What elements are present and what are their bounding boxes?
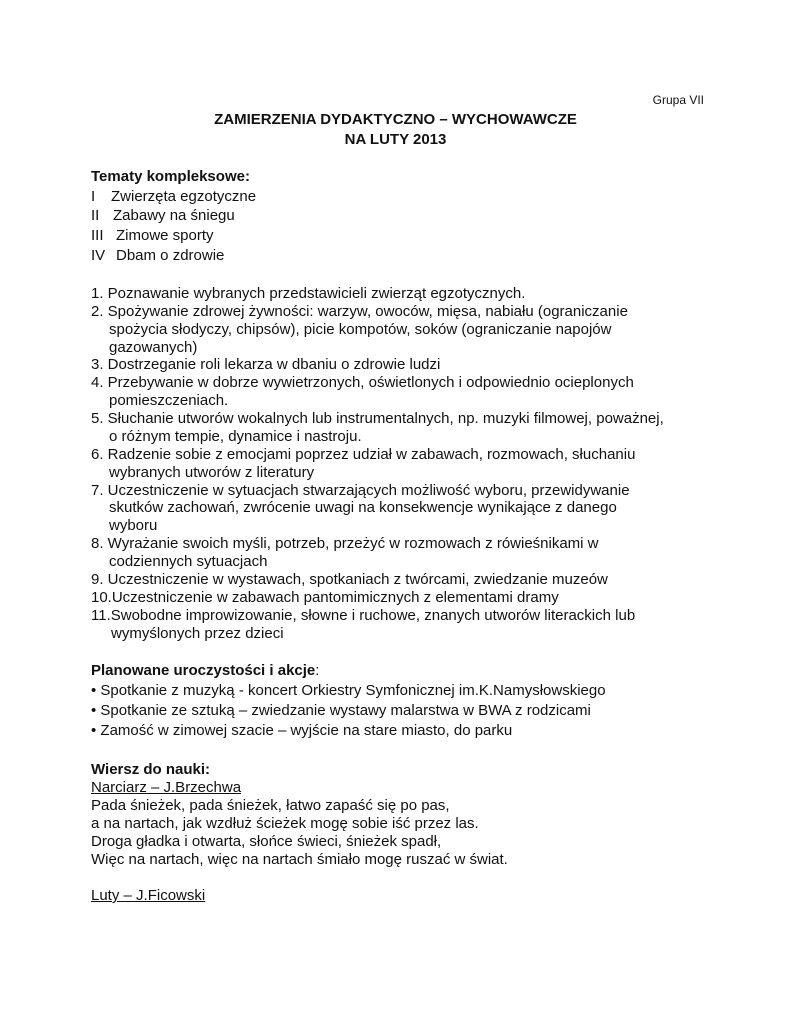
goal-line: 10.Uczestniczenie w zabawach pantomimicznych z elementami dramy — [91, 589, 559, 606]
goal-line: wybranych utworów z literatury — [109, 464, 315, 481]
topic-item — [91, 188, 256, 205]
goal-line: 2. Spożywanie zdrowej żywności: warzyw, owoców, mięsa, nabiału (ograniczanie — [91, 303, 628, 320]
poem-line: a na nartach, jak wzdłuż ścieżek mogę sobie iść przez las. — [91, 815, 479, 832]
page-title-line1: ZAMIERZENIA DYDAKTYCZNO – WYCHOWAWCZE — [214, 111, 577, 128]
goal-line: o różnym tempie, dynamice i nastroju. — [109, 428, 362, 445]
topics-heading: Tematy kompleksowe: — [91, 168, 250, 185]
topic-text: Dbam o zdrowie — [116, 247, 225, 264]
goal-line: wymyślonych przez dzieci — [111, 625, 284, 642]
topic-item — [91, 207, 235, 224]
goal-line: 11.Swobodne improwizowanie, słowne i ruchowe, znanych utworów literackich lub — [91, 607, 636, 624]
goal-line: 5. Słuchanie utworów wokalnych lub instrumentalnych, np. muzyki filmowej, poważnej, — [91, 410, 664, 427]
poem-line: Pada śnieżek, pada śnieżek, łatwo zapaść się po pas, — [91, 797, 450, 814]
poem-title: Narciarz – J.Brzechwa — [91, 779, 242, 796]
events-heading — [91, 662, 319, 679]
goal-line: 6. Radzenie sobie z emocjami poprzez udział w zabawach, rozmowach, słuchaniu — [91, 446, 636, 463]
goal-line: skutków zachowań, zwrócenie uwagi na konsekwencje wynikające z danego — [109, 499, 617, 516]
page-title-line2: NA LUTY 2013 — [344, 131, 447, 148]
topic-text: Zimowe sporty — [116, 227, 214, 244]
event-item: • Zamość w zimowej szacie – wyjście na stare miasto, do parku — [91, 722, 513, 739]
topic-num: II — [91, 207, 100, 224]
goal-line: 1. Poznawanie wybranych przedstawicieli zwierząt egzotycznych. — [91, 285, 526, 302]
goal-line: 4. Przebywanie w dobrze wywietrzonych, oświetlonych i odpowiednio ocieplonych — [91, 374, 634, 391]
goal-line: wyboru — [109, 517, 158, 534]
events-heading-text: Planowane uroczystości i akcje — [91, 662, 316, 679]
events-heading-colon: : — [315, 662, 320, 679]
goal-line: pomieszczeniach. — [109, 392, 229, 409]
topic-num: IV — [91, 247, 106, 264]
goal-line: 3. Dostrzeganie roli lekarza w dbaniu o zdrowie ludzi — [91, 356, 441, 373]
goal-line: spożycia słodyczy, chipsów), picie kompotów, soków (ograniczanie napojów — [109, 321, 612, 338]
goal-line: gazowanych) — [109, 339, 198, 356]
poem-line: Więc na nartach, więc na nartach śmiało mogę ruszać w świat. — [91, 851, 508, 868]
topic-num: I — [91, 188, 96, 205]
topic-item — [91, 247, 224, 264]
topic-text: Zabawy na śniegu — [113, 207, 235, 224]
goal-line: 7. Uczestniczenie w sytuacjach stwarzających możliwość wyboru, przewidywanie — [91, 482, 630, 499]
poem-line: Droga gładka i otwarta, słońce świeci, śnieżek spadł, — [91, 833, 442, 850]
goal-line: 9. Uczestniczenie w wystawach, spotkaniach z twórcami, zwiedzanie muzeów — [91, 571, 608, 588]
second-poem-title: Luty – J.Ficowski — [91, 887, 206, 904]
goal-line: 8. Wyrażanie swoich myśli, potrzeb, przeżyć w rozmowach z rówieśnikami w — [91, 535, 599, 552]
poem-heading: Wiersz do nauki: — [91, 761, 211, 778]
group-label: Grupa VII — [652, 93, 704, 107]
topic-text: Zwierzęta egzotyczne — [111, 188, 257, 205]
topic-num: III — [91, 227, 104, 244]
event-item: • Spotkanie ze sztuką – zwiedzanie wystawy malarstwa w BWA z rodzicami — [91, 702, 591, 719]
goal-line: codziennych sytuacjach — [109, 553, 268, 570]
topic-item — [91, 227, 214, 244]
event-item: • Spotkanie z muzyką - koncert Orkiestry Symfonicznej im.K.Namysłowskiego — [91, 682, 606, 699]
